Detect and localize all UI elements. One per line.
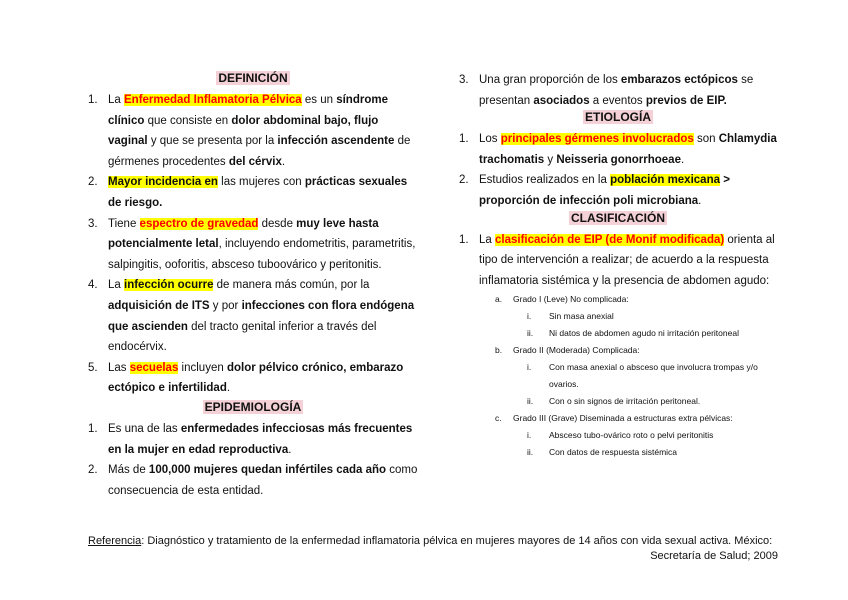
grade-subitem: ii. Con o sin signos de irritación peritoneal. xyxy=(527,396,701,407)
etiologia-item-2: 2. Estudios realizados en la población mexicana > proporción de infección poli microbiana. xyxy=(459,174,730,207)
right-column xyxy=(459,70,777,461)
epidemiologia-heading: EPIDEMIOLOGÍA xyxy=(204,399,302,414)
etiologia-item-1: 1. Los principales gérmenes involucrados son Chlamydia trachomatis y Neisseria gonorrhoeae. xyxy=(459,133,777,166)
grade-list xyxy=(459,291,777,461)
etiologia-heading: ETIOLOGÍA xyxy=(585,110,651,125)
definicion-item-2: 2. Mayor incidencia en las mujeres con prácticas sexuales de riesgo. xyxy=(88,176,408,209)
grade-item: a. Grado I (Leve) No complicada: xyxy=(495,294,629,305)
reference-line-2: Secretaría de Salud; 2009 xyxy=(650,550,778,562)
definicion-heading: DEFINICIÓN xyxy=(218,71,288,85)
epidemiologia-item-2: 2. Más de 100,000 mujeres quedan infértiles cada año como consecuencia de esta entidad. xyxy=(88,464,418,497)
grade-subitem: ii. Ni datos de abdomen agudo ni irritación peritoneal xyxy=(527,328,739,339)
clasificacion-heading: CLASIFICACIÓN xyxy=(571,210,665,225)
definicion-item-3: 3. Tiene espectro de gravedad desde muy leve hasta potencialmente letal, incluyendo endometritis, parametritis, salpingitis, ooforitis, absceso tuboovárico y peritonitis. xyxy=(88,217,416,271)
left-column xyxy=(88,70,418,501)
grade-item: b. Grado II (Moderada) Complicada: xyxy=(495,345,640,356)
reference-footer xyxy=(88,534,778,564)
clasificacion-item-1: 1. La clasificación de EIP (de Monif modificada) orienta al tipo de intervención a realizar; de acuerdo a la respuesta inflamatoria sistémica y la presencia de abdomen agudo: xyxy=(459,233,775,287)
grade-subitem: i. Con masa anexial o absceso que involucra trompas y/o ovarios. xyxy=(527,362,758,390)
epidemiologia-item-1: 1. Es una de las enfermedades infecciosas más frecuentes en la mujer en edad reproductiva. xyxy=(88,422,413,456)
definicion-item-4: 4. La infección ocurre de manera más común, por la adquisición de ITS y por infecciones con flora endógena que ascienden del tracto genital inferior a través del endocérvix. xyxy=(88,279,415,354)
grade-item: c. Grado III (Grave) Diseminada a estructuras extra pélvicas: xyxy=(495,413,733,424)
definicion-item-1: 1. La Enfermedad Inflamatoria Pélvica es un síndrome clínico que consiste en dolor abdominal bajo, flujo vaginal y que se presenta por la infección ascendente de gérmenes procedentes del cérvix. xyxy=(88,94,411,168)
definicion-item-5: 5. Las secuelas incluyen dolor pélvico crónico, embarazo ectópico e infertilidad. xyxy=(88,361,404,395)
epidemiologia-item-3: 3. Una gran proporción de los embarazos ectópicos se presentan asociados a eventos previos de EIP. xyxy=(459,74,754,107)
grade-subitem: i. Sin masa anexial xyxy=(527,311,614,322)
reference-line-1: Referencia: Diagnóstico y tratamiento de la enfermedad inflamatoria pélvica en mujeres mayores de 14 años con vida sexual activa. México: xyxy=(88,535,773,547)
grade-subitem: ii. Con datos de respuesta sistémica xyxy=(527,447,678,458)
grade-subitem: i. Absceso tubo-ovárico roto o pelvi peritonitis xyxy=(527,430,714,441)
reference-label: Referencia xyxy=(88,535,142,547)
